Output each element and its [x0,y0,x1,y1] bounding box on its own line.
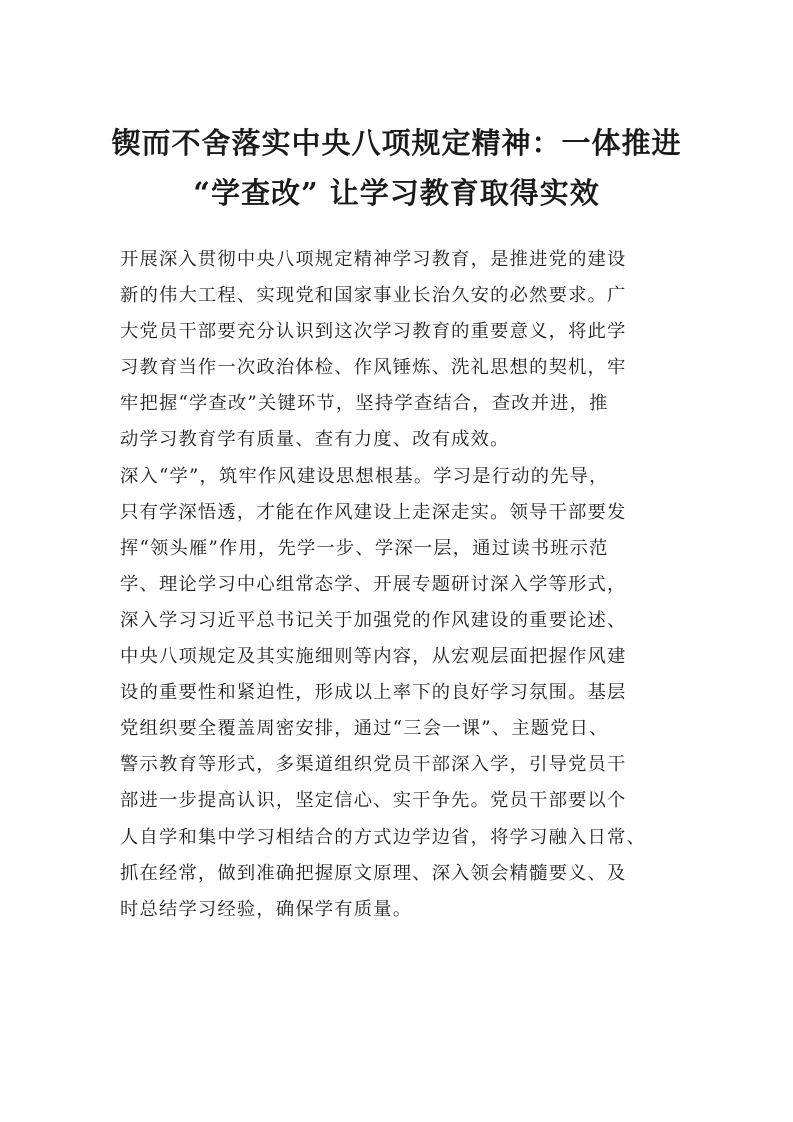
paragraph-line: 深入学习习近平总书记关于加强党的作风建设的重要论述、 [120,609,627,631]
paragraph-1 [120,242,680,459]
paragraph-line: 警示教育等形式，多渠道组织党员干部深入学，引导党员干 [120,754,627,776]
paragraph-2 [120,459,680,928]
paragraph-line: 挥“领头雁”作用，先学一步、学深一层，通过读书班示范 [120,537,609,559]
paragraph-line: 只有学深悟透，才能在作风建设上走深走实。领导干部要发 [120,501,627,523]
paragraph-line: 党组织要全覆盖周密安排，通过“三会一课”、主题党日、 [120,718,609,740]
paragraph-line: 人自学和集中学习相结合的方式边学边省，将学习融入日常、 [120,826,646,848]
paragraph-line: 学、理论学习中心组常态学、开展专题研讨深入学等形式， [120,573,627,595]
paragraph-line: 设的重要性和紧迫性，形成以上率下的良好学习氛围。基层 [120,682,627,704]
paragraph-line: 抓在经常，做到准确把握原文原理、深入领会精髓要义、及 [120,862,627,884]
paragraph-line: 中央八项规定及其实施细则等内容，从宏观层面把握作风建 [120,646,627,668]
paragraph-line: 牢把握“学查改”关键环节，坚持学查结合，查改并进，推 [120,393,609,415]
paragraph-line: 习教育当作一次政治体检、作风锤炼、洗礼思想的契机，牢 [120,357,627,379]
paragraph-line: 新的伟大工程、实现党和国家事业长治久安的必然要求。广 [120,285,627,307]
body-text [120,242,680,928]
paragraph-line: 时总结学习经验，确保学有质量。 [120,898,413,920]
paragraph-line: 大党员干部要充分认识到这次学习教育的重要意义，将此学 [120,321,627,343]
title-line-2: “学查改” 让学习教育取得实效 [193,176,600,210]
paragraph-line: 深入“学”，筑牢作风建设思想根基。学习是行动的先导， [120,465,609,487]
paragraph-line: 部进一步提高认识，坚定信心、实干争先。党员干部要以个 [120,790,627,812]
title-line-1: 锲而不舍落实中央八项规定精神：一体推进 [111,126,682,160]
paragraph-line: 动学习教育学有质量、查有力度、改有成效。 [120,429,510,451]
paragraph-line: 开展深入贯彻中央八项规定精神学习教育，是推进党的建设 [120,249,627,270]
